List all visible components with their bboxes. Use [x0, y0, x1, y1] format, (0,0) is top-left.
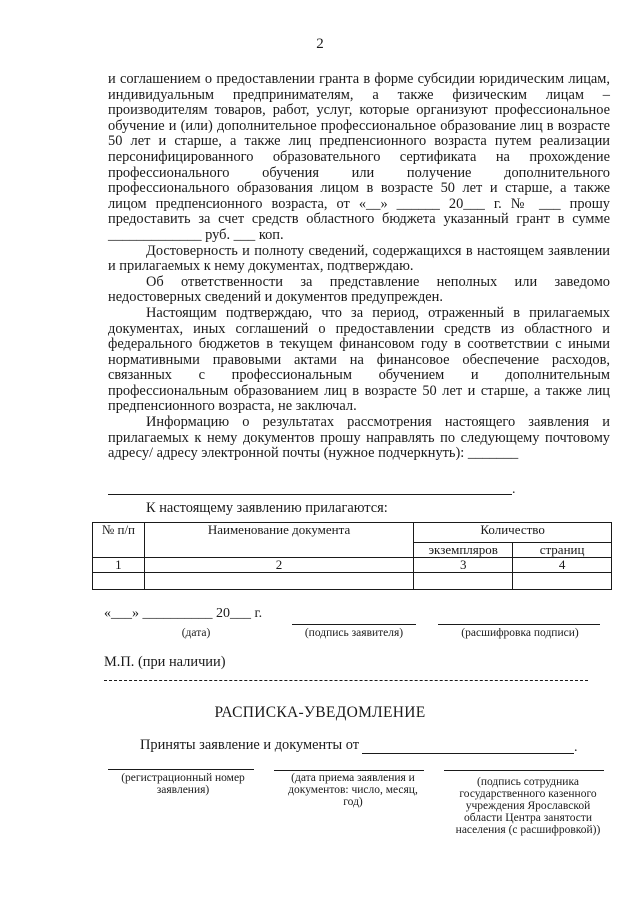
receipt-accepted-text: Приняты заявление и документы от [140, 737, 360, 753]
signature-decode-line [438, 624, 600, 625]
table-cell [93, 573, 145, 590]
cut-line [104, 680, 588, 681]
paragraph-no-other-agreements: Настоящим подтверждаю, что за период, отраженный в прилагаемых документах, иных соглашений о предоставлении средств из областного и федерального бюджетов в текущем финансовом году в соответствии с иными нормативными правовыми актами на финансовое обеспечение расходов, связанных с профессиональным обучением и дополнительным профессиональным образованием лиц в возрасте 50 лет и старше, а также лиц предпенсионного возраста, не заключал. [108, 304, 610, 415]
table-header-quantity: Количество [414, 523, 612, 543]
page-number: 2 [316, 36, 324, 52]
table-header-number: № п/п [93, 523, 145, 558]
table-header-pages: страниц [513, 542, 612, 557]
table-row [93, 573, 612, 590]
table-cell [414, 573, 513, 590]
table-cell: 4 [513, 558, 612, 573]
paragraph-notification-address: Информацию о результатах рассмотрения настоящего заявления и прилагаемых к нему документов прошу направлять по следующему почтовому адресу/ адресу электронной почты (нужное подчеркнуть): _______ [108, 414, 610, 462]
receipt-title: РАСПИСКА-УВЕДОМЛЕНИЕ [214, 704, 426, 721]
paragraph-responsibility: Об ответственности за представление неполных или заведомо недостоверных сведений и документов предупрежден. [108, 273, 610, 306]
paragraph-accuracy: Достоверность и полноту сведений, содержащихся в настоящем заявлении и прилагаемых к нему документах, подтверждаю. [108, 242, 610, 275]
acceptance-date-caption: (дата приема заявления и документов: число, месяц, год) [288, 772, 418, 808]
applicant-signature-line [292, 624, 416, 625]
address-line-period: . [512, 482, 516, 497]
registration-number-line [108, 769, 254, 770]
signature-decode-caption: (расшифровка подписи) [461, 627, 579, 639]
application-body [108, 72, 610, 462]
applicant-signature-caption: (подпись заявителя) [304, 627, 404, 639]
table-cell: 1 [93, 558, 145, 573]
registration-number-caption: (регистрационный номер заявления) [121, 772, 245, 796]
attachments-table [92, 522, 612, 590]
paragraph-grant-request: и соглашением о предоставлении гранта в форме субсидии юридическим лицам, индивидуальным предпринимателям, а также физическим лицам – производителям товаров, работ, услуг, которые организуют профессиональное обучение и (или) дополнительное профессиональное образование лиц в возрасте 50 лет и старше, а также лиц предпенсионного возраста путем реализации персонифицированного образовательного сертификата на прохождение профессионального обучения или получение дополнительного профессионального образования лицом в возрасте 50 лет и старше, а также лицом предпенсионного возраста, от «__» ______ 20___ г. № ___ прошу предоставить за счет средств областного бюджета указанный грант в сумме _____________ руб. ___ коп. [108, 71, 610, 243]
table-header-document-name: Наименование документа [144, 523, 413, 558]
employee-signature-line [444, 770, 604, 771]
table-cell [144, 573, 413, 590]
table-cell: 3 [414, 558, 513, 573]
address-fill-line [108, 494, 512, 495]
table-cell [513, 573, 612, 590]
acceptance-date-line [274, 770, 424, 771]
table-row [93, 558, 612, 573]
signature-date: «___» __________ 20___ г. [104, 606, 263, 621]
applicant-name-line [362, 753, 574, 754]
employee-signature-caption: (подпись сотрудника государственного казенного учреждения Ярославской области Центра занятости населения (с расшифровкой)) [455, 776, 601, 836]
date-caption: (дата) [181, 627, 211, 639]
table-header-copies: экземпляров [414, 542, 513, 557]
table-cell: 2 [144, 558, 413, 573]
attachments-title: К настоящему заявлению прилагаются: [146, 500, 388, 516]
receipt-line-period: . [574, 740, 578, 755]
seal-placeholder: М.П. (при наличии) [104, 654, 226, 670]
